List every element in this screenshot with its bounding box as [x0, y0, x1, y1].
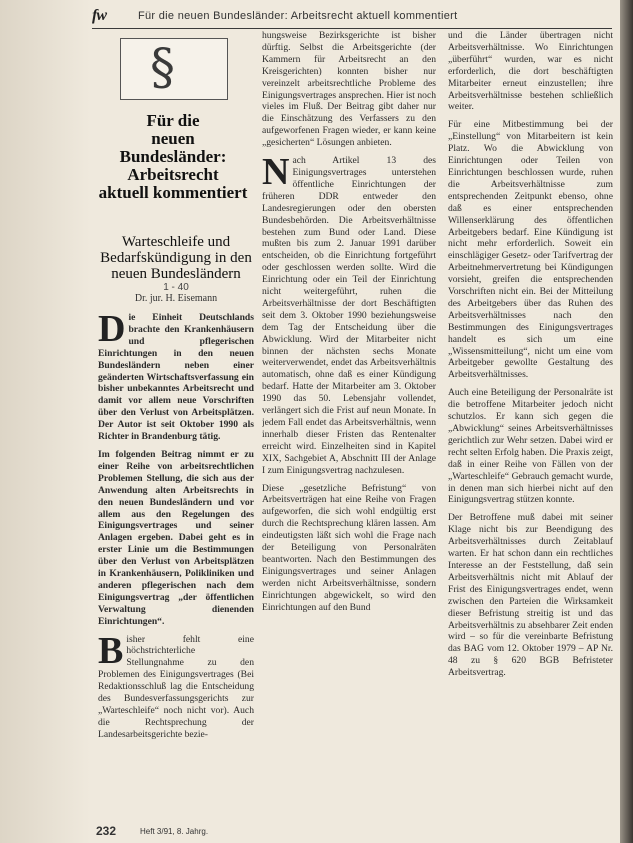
- text-column-2: [262, 30, 436, 835]
- text-column-3: [448, 30, 613, 835]
- body-paragraph: Auch eine Beteiligung der Personalräte ist die betroffene Mitarbeiter jedoch nicht schutzlos. Er kann sich gegen die „Abwicklung“ seines Arbeitsverhältnisses gerichtlich zur Wehr setzen. Dabei wird er recht selten Erfolg haben. Die Praxis zeigt, daß in einer Reihe von Fällen von der „Warteschleife“ Gebrauch gemacht wurde, in denen man sich hierbei nicht auf den Einigungsvertrag stützen konnte.: [448, 387, 613, 506]
- lead-paragraph: Im folgenden Beitrag nimmt er zu einer Reihe von arbeitsrechtlichen Problemen Stellung, die sich aus der Anwendung alten Arbeitsrechts in den neuen Bundesländern und vor allem aus den Regelungen des Einigungsvertrages und seiner Anlagen ergeben. Dabei geht es in erster Linie um die Bestimmungen über den Verlust von Arbeitsplätzen in Krankenhäusern, Polikliniken und anderen pflegerischen nach dem Einigungsvertrag „der öffentlichen Verwaltung dienenden Einrichtungen“.: [98, 448, 254, 627]
- emblem-title-line: Für die: [146, 111, 200, 130]
- article-title: [98, 234, 254, 282]
- emblem-title-line: neuen Bundesländer:: [119, 129, 227, 166]
- body-paragraph: [262, 151, 436, 476]
- body-paragraph: Diese „gesetzliche Befristung“ von Arbeitsverträgen hat eine Reihe von Fragen aufgeworfen, die sich wohl endgültig erst durch die Rechtsprechung klären lassen. Am eindeutigsten läßt sich wohl die Frage nach der Beteiligung von Personalräten beantworten. Nach den Bestimmungen des Einigungsvertrages und seiner Anlagen werden nicht Arbeitsverhältnisse, sondern Einrichtungen abgewickelt, so wird den Einrichtungen auf den Bund: [262, 482, 436, 613]
- emblem-title-line: aktuell kommentiert: [98, 183, 248, 202]
- drop-cap: D: [98, 312, 126, 350]
- drop-cap: N: [262, 151, 290, 194]
- emblem-title-line: Arbeitsrecht: [127, 165, 219, 184]
- running-header: [92, 6, 612, 29]
- intro-text: ie Einheit Deutschlands brachte den Krankenhäusern und pflegerischen Einrichtungen in den neuen Bundesländern neben einer geänderten Wirtschaftsverfassung ein bisher unbekanntes Arbeitsrecht und damit vor allem neue Vorschriften über den Verlust von Arbeitsplätzen. Der Autor ist seit Oktober 1990 als Richter in Brandenburg tätig.: [98, 312, 254, 443]
- body-paragraph: [98, 629, 254, 741]
- body-paragraph: Der Betroffene muß dabei mit seiner Klage nicht bis zur Beendigung des Arbeitsverhältnisses durch Zeitablauf warten. Er hat schon dann ein rechtliches Interesse an der Feststellung, daß sein Arbeitsverhältnis nicht mit Ablauf der Frist des Einigungsvertrages endet, wenn zwischen den Parteien die Wirksamkeit dieser Befristung streitig ist und das Arbeitsverhältnis zu absehbarer Zeit enden wird – so für die vereinbarte Befristung das BAG vom 12. Oktober 1979 – AP Nr. 48 zu § 620 BGB Befristeter Arbeitsvertrag.: [448, 512, 613, 679]
- body-paragraph: hungsweise Bezirksgerichte ist bisher dürftig. Selbst die Arbeitsgerichte (der Kammern für Arbeitsrecht an den Kreisgerichten) konnten bisher nur vereinzelt arbeitsrechtliche Probleme des Einigungsvertrages ansprechen. Hier ist noch vieles im Fluß. Der Beitrag gibt daher nur die Einschätzung des Verfassers zu den aufgeworfenen Fragen wieder, er kann keine „gesicherten“ Lösungen anbieten.: [262, 30, 436, 149]
- section-emblem: [98, 38, 248, 218]
- page-gutter-shadow: [0, 0, 90, 843]
- article-author: Dr. jur. H. Eisemann: [134, 293, 218, 304]
- issue-source: Heft 3/91, 8. Jahrg.: [140, 827, 209, 836]
- body-paragraph: und die Länder übertragen nicht Arbeitsverhältnisse. Wo Einrichtungen „überführt“ wurden, war es nicht erforderlich, die dort beschäftigten Mitarbeiter erneut einzustellen; ihre Arbeitsverhältnisse bestehen schließlich weiter.: [448, 30, 613, 113]
- running-title: Für die neuen Bundesländer: Arbeitsrecht aktuell kommentiert: [138, 10, 458, 22]
- emblem-title: [98, 112, 248, 202]
- text-column-1: [98, 312, 254, 827]
- article-title-line: neuen Bundesländern: [111, 266, 241, 282]
- drop-cap: B: [98, 629, 124, 672]
- page-number: 232: [96, 824, 117, 838]
- article-headline: [98, 234, 254, 305]
- body-paragraph: Für eine Mitbestimmung bei der „Einstellung“ von Mitarbeitern ist kein Platz. Wo die Abwicklung von Einrichtungen oder Teilen von Einrichtungen beschlossen wurde, ruhen die Arbeitsverhältnisse zum entsprechenden Zeitpunkt ebenso, ohne daß es einer entsprechenden Willenserklärung des öffentlichen Arbeitgebers bedarf. Eine Kündigung ist nicht mehr erforderlich. Soweit ein einschlägiger Gesetz- oder Tarifvertrag der Arbeitnehmervertretung bei Kündigungen vorsieht, greifen die entsprechenden Vorschriften nicht ein. Bei der Mitteilung des Arbeitgebers über das Ruhen des Arbeitsverhältnisses nach den Bestimmungen des Einigungsvertrages handelt es sich um eine „Wissensmitteilung“, nicht um eine vom Arbeitgeber gewollte Gestaltung des Arbeitsverhältnisses.: [448, 119, 613, 381]
- body-text: ach Artikel 13 des Einigungsvertrages unterstehen öffentliche Einrichtungen der früheren DDR entweder den Landesregierungen oder den obersten Bundesbehörden. Die Arbeitsverhältnisse bestehen zum Bund oder Land. Diese mußten bis zum 2. Januar 1991 darüber entscheiden, ob die Einrichtung fortgeführt oder geschlossen werden sollte. Wird die Einrichtung oder ein Teil der Einrichtung nicht weitergeführt, ruhen die Arbeitsverhältnisse der dort Beschäftigten seit dem 3. Oktober 1990 beziehungsweise dem Tag der Entscheidung über die Abwicklung. Wird der Mitarbeiter nicht binnen der nächsten sechs Monate weiterverwendet, endet das Arbeitsverhältnis automatisch, ohne daß es einer Kündigung bedarf. Hatte der Mitarbeiter am 3. Oktober 1990 das 50. Lebensjahr vollendet, verlängert sich die Frist auf neun Monate. In jedem Fall endet das Arbeitsverhältnis, wenn innerhalb dieser Fristen das Rentenalter erreicht wird. Einzelheiten sind in Kapitel XIX, Sachgebiet A, Abschnitt III der Anlage I zum Einigungsvertrag nachzulesen.: [262, 155, 436, 476]
- paragraph-symbol-icon: §: [150, 38, 175, 96]
- intro-paragraph: [98, 312, 254, 443]
- article-title-line: Warteschleife und: [121, 234, 231, 250]
- page-footer: [96, 823, 276, 839]
- body-text: isher fehlt eine höchstrichterliche Stellungnahme zu den Problemen des Einigungsvertrages (Bei Redaktionsschluß lag die Entscheidung des Bundesverfassungsgerichts zur „Warteschleife“ noch nicht vor). Auch die Rechtsprechung der Landesarbeitsgerichte bezie-: [98, 633, 254, 740]
- article-code: 1 - 40: [163, 282, 189, 293]
- article-title-line: Bedarfskündigung in den: [100, 250, 252, 266]
- magazine-logo: fw: [92, 7, 106, 24]
- book-spine: [620, 0, 633, 843]
